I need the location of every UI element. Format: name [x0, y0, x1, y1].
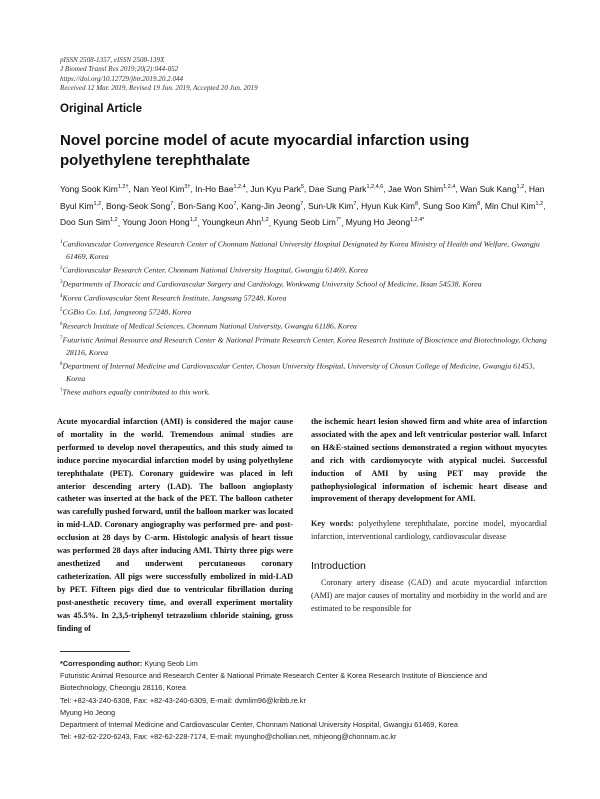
author-affiliation-marks: 1,2,4,6: [366, 184, 384, 190]
corresponding-author-name: Kyung Seob Lim: [144, 659, 198, 668]
author-affiliation-marks: 5: [300, 184, 305, 190]
corresponding-author-label: *Corresponding author:: [60, 659, 143, 668]
affiliation-text: Department of Internal Medicine and Cardiovascular Center, Chosun University Hospital, University of Chosun College of Medicine, Gwangju 61453, Korea: [62, 361, 535, 383]
author-affiliation-marks: 1,2: [535, 200, 544, 207]
section-heading-introduction: Introduction: [311, 560, 366, 573]
author: [241, 201, 303, 211]
author-affiliation-marks: 3†: [184, 184, 191, 190]
author-affiliation-marks: 1,2: [516, 184, 525, 190]
author-affiliation-marks: 1,2,4*: [410, 217, 425, 224]
author-affiliation-marks: 1,2,4: [443, 184, 456, 190]
author: [273, 217, 341, 227]
affiliation-item: [60, 333, 550, 359]
author-affiliation-marks: 8: [477, 200, 481, 207]
author-name: In-Ho Bae: [195, 183, 234, 194]
article-type: Original Article: [60, 103, 143, 115]
affiliation-item: [60, 305, 550, 319]
author-affiliation-marks: 7*: [335, 217, 342, 224]
affiliation-list: [60, 237, 550, 399]
affiliation-item: [60, 237, 550, 263]
author: [346, 217, 425, 227]
author: [485, 201, 543, 211]
author-affiliation-marks: 1,2: [261, 217, 269, 224]
author-affiliation-marks: 1,2: [93, 200, 102, 207]
corresponding-author-name-2: Myung Ho Jeong: [60, 707, 116, 717]
affiliation-text: Research Institute of Medical Sciences, Chonnam National University, Gwangju 61186, Korea: [62, 321, 357, 331]
affiliation-item: [60, 359, 550, 385]
affiliation-text: Korea Cardiovascular Stent Research Institute, Jangsung 57248, Korea: [62, 293, 287, 303]
author-name: Hyun Kuk Kim: [361, 200, 415, 211]
author: [361, 201, 418, 211]
journal-meta: [60, 56, 258, 93]
author-name: Sun-Uk Kim: [307, 200, 354, 211]
affiliation-item: [60, 263, 550, 277]
author: [60, 217, 118, 227]
affiliation-item: [60, 319, 550, 333]
author-name: Wan Suk Kang: [460, 183, 517, 194]
keywords-text: polyethylene terephthalate, porcine model, myocardial infarction, interventional cardiology, cardiovascular disease: [311, 519, 547, 542]
affiliation-number: 6: [60, 321, 63, 327]
affiliation-item: [60, 291, 550, 305]
doi-link[interactable]: https://doi.org/10.12729/jbtr.2019.20.2.044: [60, 74, 184, 83]
author: [195, 184, 246, 194]
correspondence-block: [60, 658, 555, 743]
author: [250, 184, 304, 194]
author-name: Youngkeun Ahn: [201, 217, 262, 228]
affiliation-text: Futuristic Animal Resource and Research Center & National Primate Research Center, Korea Research Institute of Bioscience and Biotechnology, Ochang 28116, Korea: [62, 335, 547, 357]
author-affiliation-marks: 1,2: [189, 217, 198, 224]
affiliation-number: 3: [60, 280, 63, 286]
author-name: Kyung Seob Lim: [273, 217, 336, 228]
author-name: Young Joon Hong: [122, 217, 190, 228]
author: [309, 184, 383, 194]
abstract-part-2: the ischemic heart lesion showed firm and white area of infarction associated with the apex and left ventricular posterior wall. Infarct on H&E-stained sections demonstrated a region without myocytes and rich with cardiomyocyte with atypical nuclei. Successful induction of AMI by using PET may provide the pathophysiological information of ischemic heart disease and improvement of therapy development for AMI.: [311, 417, 547, 504]
affiliation-number: †: [60, 388, 63, 394]
keywords-label: Key words:: [311, 519, 354, 529]
author: [202, 217, 269, 227]
author-name: Doo Sun Sim: [60, 217, 111, 228]
issn: pISSN 2508-1357, eISSN 2508-139X: [60, 56, 165, 64]
author: [60, 184, 129, 194]
affiliation-number: 8: [60, 361, 63, 367]
author-name: Bong-Seok Song: [105, 200, 171, 211]
author-name: Min Chul Kim: [484, 200, 536, 211]
left-column: [57, 416, 293, 635]
author-name: Jun Kyu Park: [250, 183, 301, 194]
affiliation-text: Cardiovascular Convergence Research Center of Chonnam National University Hospital Designated by Korea Ministry of Health and Welfare, Gwangju 61469, Korea: [62, 239, 540, 261]
affiliation-item: [60, 277, 550, 291]
author: [133, 184, 190, 194]
author-affiliation-marks: 7: [353, 200, 357, 207]
author-name: Jae Won Shim: [388, 183, 444, 194]
author-affiliation-marks: 1,2†: [117, 184, 129, 190]
abstract-part-1: Acute myocardial infarction (AMI) is considered the major cause of mortality in the world. Tremendous animal studies are performed to develop novel therapeutics, and this study aimed to induce porcine myocardial infarction model by using polyethylene terephthalate (PET). Coronary guidewire was placed in left anterior descending artery (LAD). The balloon angioplasty catheter was inserted at the back of the PET. The balloon catheter was carefully pushed forward, until the balloon marker was located in mid-LAD. Coronary angiography was performed pre- and post-occlusion at 28 days by C-arm. Histologic analysis of heart tissue was performed 28 days after inducing AMI. Thirty three pigs were anesthetized and underwent percutaneous coronary catheterization. All pigs were successfully embolized in mid-LAD by PET. Fifteen pigs died due to ventricular fibrillation during post-anesthetic recovery time, and overall experiment mortality was 45.5%. In 2,3,5-triphenyl tetrazolium chloride staining, gross finding of: [57, 417, 293, 633]
affiliation-number: 7: [60, 335, 63, 341]
author-affiliation-marks: 7: [300, 200, 304, 207]
keywords: [311, 518, 547, 544]
journal-citation: J Biomed Transl Res 2019;20(2):044-052: [60, 65, 179, 74]
author: [122, 217, 197, 227]
author-name: Myung Ho Jeong: [345, 217, 411, 228]
author-affiliation-marks: 7: [170, 200, 174, 207]
affiliation-number: 2: [60, 266, 63, 272]
affiliation-number: 1: [60, 240, 63, 245]
affiliation-item: [60, 385, 550, 399]
affiliation-text: Departments of Thoracic and Cardiovascular Surgery and Cardiology, Wonkwang University School of Medicine, Iksan 54538, Korea: [62, 279, 482, 289]
affiliation-text: CGBio Co. Ltd, Jangseong 57248, Korea: [62, 307, 192, 317]
right-column: [311, 416, 547, 616]
corresponding-contact-1: Tel: +82-43-240-6308, Fax: +82-43-240-6309, E-mail: dvmlim96@kribb.re.kr: [60, 695, 306, 705]
author: [308, 201, 356, 211]
author-affiliation-marks: 1,2,4: [233, 184, 246, 190]
affiliation-text: Cardiovascular Research Center, Chonnam National University Hospital, Gwangju 61469, Korea: [62, 265, 368, 275]
corresponding-address-1a: Futuristic Animal Resource and Research Center & National Primate Research Center & Korea Research Institute of Bioscience and: [60, 671, 488, 681]
author-name: Sung Soo Kim: [422, 200, 478, 211]
author: [178, 201, 236, 211]
author: [106, 201, 173, 211]
paper-title: Novel porcine model of acute myocardial infarction using polyethylene terephthalate: [60, 132, 470, 169]
author-name: Kang-Jin Jeong: [241, 200, 301, 211]
corresponding-address-2: Department of Internal Medicine and Cardiovascular Center, Chonnam National University Hospital, Gwangju 61469, Korea: [60, 720, 458, 730]
affiliation-number: 4: [60, 293, 63, 299]
author-name: Bon-Sang Koo: [178, 200, 234, 211]
corresponding-address-1b: Biotechnology, Cheongju 28116, Korea: [60, 683, 186, 693]
affiliation-number: 5: [60, 307, 63, 313]
received-dates: Received 12 Mar. 2019, Revised 19 Jun. 2019, Accepted 20 Jun. 2019: [60, 83, 258, 92]
author-name: Yong Sook Kim: [60, 183, 118, 194]
author-list: Yong Sook Kim$^{1,2\dagger}$, Nan Yeol Kim$^{3\dagger}$, In-Ho Bae$^{1,2,4}$, Jun Kyu Park$^5$, Dae Sung Park$^{1,2,4,6}$, Jae Won Shim$^{1,2,4}$, Wan Suk Kang$^{1,2}$, Han Byul Kim$^{1,2}$, Bong-Seok Song$^7$, Bon-Sang Koo$^7$, Kang-Jin Jeong$^7$, Sun-Uk Kim$^7$, Hyun Kuk Kim$^8$, Sung Soo Kim$^8$, Min Chul Kim$^{1,2}$, Doo Sun Sim$^{1,2}$, Young Joon Hong$^{1,2}$, Youngkeun Ahn$^{1,2}$, Kyung Seob Lim$^{7*}$, Myung Ho Jeong$^{1,2,4*}$: [60, 183, 546, 228]
author-name: Nan Yeol Kim: [133, 183, 185, 194]
author-affiliation-marks: 1,2: [110, 217, 118, 224]
author: [423, 201, 480, 211]
corresponding-contact-2: Tel: +82-62-220-6243, Fax: +82-62-228-7174, E-mail: myungho@chollian.net, mhjeong@chonnam.ac.kr: [60, 732, 397, 742]
author-name: Han Byul Kim: [60, 183, 545, 211]
author-affiliation-marks: 7: [233, 200, 237, 207]
author-affiliation-marks: 8: [414, 200, 419, 207]
affiliation-text: These authors equally contributed to this work.: [62, 387, 210, 397]
author: [460, 184, 524, 194]
introduction-text: Coronary artery disease (CAD) and acute myocardial infarction (AMI) are major causes of mortality and morbidity in the world and are estimated to be responsible for: [311, 578, 547, 613]
author: [388, 184, 455, 194]
author-name: Dae Sung Park: [308, 183, 367, 194]
footnote-divider: [60, 651, 130, 652]
